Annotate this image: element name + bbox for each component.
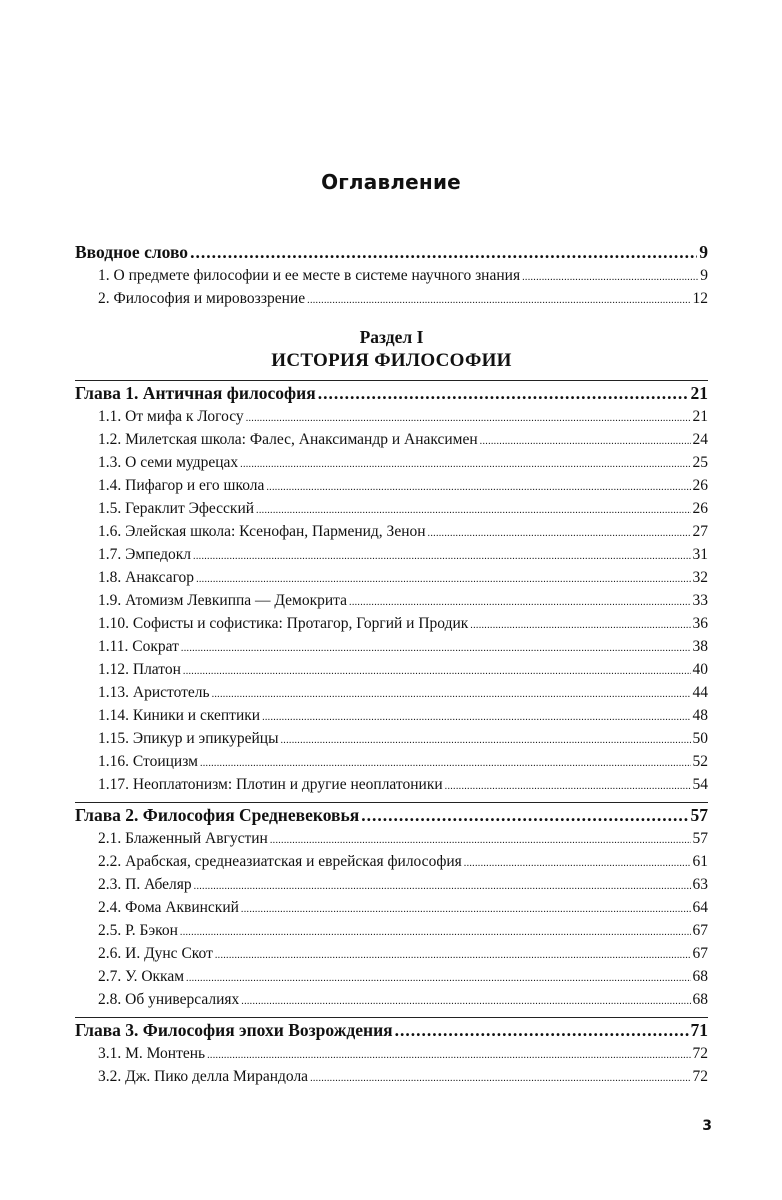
leader-dots <box>186 967 690 990</box>
toc-item-title: 1.16. Стоицизм <box>98 753 198 770</box>
toc-item-page: 40 <box>692 661 708 678</box>
toc-item-page: 63 <box>692 876 708 893</box>
toc-item-title: 1.3. О семи мудрецах <box>98 454 239 471</box>
toc-entry-page: 9 <box>699 242 708 262</box>
toc-item[interactable] <box>75 896 708 919</box>
toc-item[interactable] <box>75 704 708 727</box>
toc-chapter-1[interactable] <box>75 381 708 405</box>
toc-item-title: 1.10. Софисты и софистика: Протагор, Горгий и Продик <box>98 615 469 632</box>
toc-item-title: 3.1. М. Монтень <box>98 1045 206 1062</box>
toc-item-page: 9 <box>700 267 708 284</box>
toc-item-title: 1.8. Анаксагор <box>98 569 195 586</box>
toc-item-page: 25 <box>692 454 708 471</box>
toc-item[interactable] <box>75 750 708 773</box>
toc-item-title: 1.15. Эпикур и эпикурейцы <box>98 730 279 747</box>
leader-dots <box>183 660 691 683</box>
toc-item[interactable] <box>75 988 708 1011</box>
toc-item-title: 2.2. Арабская, среднеазиатская и еврейская философия <box>98 853 462 870</box>
toc-item-page: 36 <box>692 615 708 632</box>
toc-item-page: 52 <box>692 753 708 770</box>
toc-item[interactable] <box>75 850 708 873</box>
toc-entry-page: 71 <box>690 1020 708 1040</box>
toc-item-page: 72 <box>692 1045 708 1062</box>
toc-item-title: 1.4. Пифагор и его школа <box>98 477 265 494</box>
leader-dots <box>262 706 690 729</box>
toc-item[interactable] <box>75 1042 708 1065</box>
toc-item-title: 1.2. Милетская школа: Фалес, Анаксимандр и Анаксимен <box>98 431 478 448</box>
toc-item-title: 1.17. Неоплатонизм: Плотин и другие неоплатоники <box>98 776 443 793</box>
toc-item-title: 2.8. Об универсалиях <box>98 991 240 1008</box>
toc-item[interactable] <box>75 520 708 543</box>
leader-dots <box>395 1018 689 1042</box>
leader-dots <box>445 775 691 798</box>
toc-item-title: 1.6. Элейская школа: Ксенофан, Парменид, Зенон <box>98 523 426 540</box>
toc-item-page: 24 <box>692 431 708 448</box>
toc-item-page: 72 <box>692 1068 708 1085</box>
toc-item[interactable] <box>75 451 708 474</box>
toc-item[interactable] <box>75 635 708 658</box>
toc-item[interactable] <box>75 658 708 681</box>
toc-item[interactable] <box>75 827 708 850</box>
section-title: ИСТОРИЯ ФИЛОСОФИИ <box>271 350 512 371</box>
leader-dots <box>190 240 697 264</box>
leader-dots <box>281 729 691 752</box>
toc-item-title: 2.1. Блаженный Августин <box>98 830 268 847</box>
toc-item-title: 2.4. Фома Аквинский <box>98 899 239 916</box>
toc-item[interactable] <box>75 873 708 896</box>
section-label: Раздел I <box>359 327 424 347</box>
toc-item-title: 1.11. Сократ <box>98 638 179 655</box>
toc-item-title: 1. О предмете философии и ее месте в системе научного знания <box>98 267 521 284</box>
toc-item-page: 33 <box>692 592 708 609</box>
section-heading <box>75 326 708 374</box>
toc-item[interactable] <box>75 773 708 796</box>
toc-item-page: 26 <box>692 477 708 494</box>
toc-entry-title: Глава 1. Античная философия <box>75 383 316 403</box>
toc-item[interactable] <box>75 264 708 287</box>
leader-dots <box>361 803 688 827</box>
toc-item-title: 3.2. Дж. Пико делла Мирандола <box>98 1068 309 1085</box>
leader-dots <box>428 522 691 545</box>
toc-item[interactable] <box>75 942 708 965</box>
toc-item-page: 64 <box>692 899 708 916</box>
table-of-contents <box>75 240 708 1088</box>
toc-item-title: 2.3. П. Абеляр <box>98 876 192 893</box>
leader-dots <box>470 614 690 637</box>
leader-dots <box>307 289 690 312</box>
toc-item[interactable] <box>75 287 708 310</box>
toc-item-page: 44 <box>692 684 708 701</box>
leader-dots <box>480 430 691 453</box>
toc-item[interactable] <box>75 497 708 520</box>
toc-item-page: 68 <box>692 968 708 985</box>
page-title: Оглавление <box>321 170 461 194</box>
toc-item-title: 1.7. Эмпедокл <box>98 546 192 563</box>
toc-item[interactable] <box>75 727 708 750</box>
toc-item-title: 1.12. Платон <box>98 661 181 678</box>
toc-item-page: 31 <box>692 546 708 563</box>
leader-dots <box>181 637 691 660</box>
leader-dots <box>180 921 691 944</box>
leader-dots <box>318 381 689 405</box>
leader-dots <box>193 545 690 568</box>
toc-item-page: 67 <box>692 922 708 939</box>
toc-item-title: 2.5. Р. Бэкон <box>98 922 178 939</box>
toc-item[interactable] <box>75 1065 708 1088</box>
toc-item[interactable] <box>75 543 708 566</box>
toc-item[interactable] <box>75 965 708 988</box>
toc-item[interactable] <box>75 612 708 635</box>
leader-dots <box>196 568 690 591</box>
toc-chapter-intro[interactable] <box>75 240 708 264</box>
toc-item-page: 61 <box>692 853 708 870</box>
leader-dots <box>215 944 691 967</box>
toc-item-title: 2.7. У. Оккам <box>98 968 185 985</box>
toc-item-page: 50 <box>692 730 708 747</box>
leader-dots <box>464 852 691 875</box>
toc-item-title: 2.6. И. Дунс Скот <box>98 945 213 962</box>
leader-dots <box>207 1044 690 1067</box>
toc-item[interactable] <box>75 589 708 612</box>
leader-dots <box>241 990 690 1013</box>
toc-item-page: 38 <box>692 638 708 655</box>
leader-dots <box>240 453 690 476</box>
toc-entry-title: Глава 2. Философия Средневековья <box>75 805 360 825</box>
leader-dots <box>241 898 691 921</box>
page-number: 3 <box>702 1118 712 1134</box>
leader-dots <box>246 407 691 430</box>
toc-item[interactable] <box>75 919 708 942</box>
toc-item-title: 1.13. Аристотель <box>98 684 210 701</box>
toc-item-page: 27 <box>692 523 708 540</box>
toc-item[interactable] <box>75 405 708 428</box>
toc-item-page: 21 <box>692 408 708 425</box>
toc-item[interactable] <box>75 566 708 589</box>
toc-item-title: 1.1. От мифа к Логосу <box>98 408 244 425</box>
toc-item-page: 26 <box>692 500 708 517</box>
leader-dots <box>212 683 691 706</box>
toc-item-title: 2. Философия и мировоззрение <box>98 290 306 307</box>
toc-item-page: 57 <box>692 830 708 847</box>
leader-dots <box>522 266 698 289</box>
toc-entry-page: 57 <box>690 805 708 825</box>
toc-item-page: 54 <box>692 776 708 793</box>
leader-dots <box>200 752 691 775</box>
toc-item-title: 1.14. Киники и скептики <box>98 707 261 724</box>
toc-entry-title: Глава 3. Философия эпохи Возрождения <box>75 1020 393 1040</box>
toc-item-page: 32 <box>692 569 708 586</box>
toc-item[interactable] <box>75 428 708 451</box>
leader-dots <box>310 1067 690 1090</box>
leader-dots <box>266 476 690 499</box>
toc-item-page: 68 <box>692 991 708 1008</box>
toc-item-page: 67 <box>692 945 708 962</box>
leader-dots <box>256 499 690 522</box>
toc-chapter-2[interactable] <box>75 803 708 827</box>
toc-item-title: 1.9. Атомизм Левкиппа — Демокрита <box>98 592 348 609</box>
toc-entry-page: 21 <box>690 383 708 403</box>
toc-item-page: 12 <box>692 290 708 307</box>
toc-item[interactable] <box>75 474 708 497</box>
toc-item[interactable] <box>75 681 708 704</box>
leader-dots <box>270 829 691 852</box>
leader-dots <box>194 875 691 898</box>
toc-item-page: 48 <box>692 707 708 724</box>
toc-chapter-3[interactable] <box>75 1018 708 1042</box>
toc-item-title: 1.5. Гераклит Эфесский <box>98 500 255 517</box>
chapter-list <box>75 380 708 1088</box>
toc-entry-title: Вводное слово <box>75 242 189 262</box>
leader-dots <box>349 591 690 614</box>
